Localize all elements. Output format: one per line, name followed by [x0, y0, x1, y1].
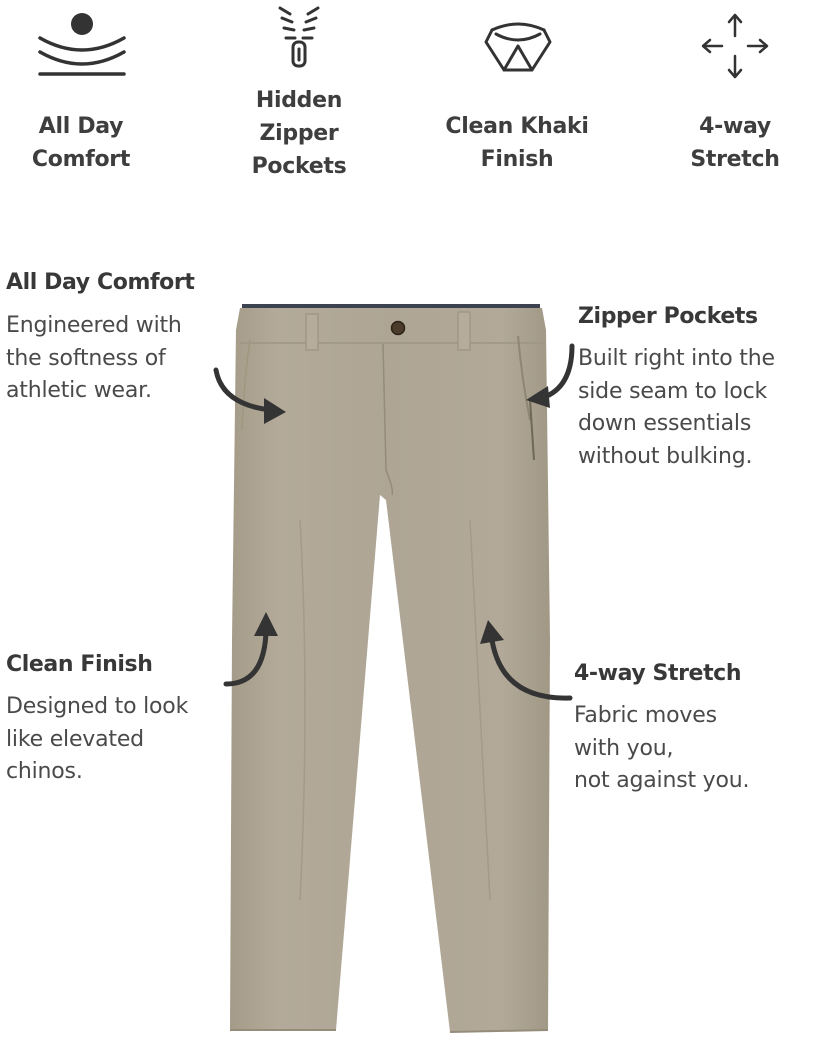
callout-title-finish: Clean Finish [6, 652, 153, 677]
finish-arrow-icon [220, 608, 286, 692]
feature-label-comfort: All Day Comfort [31, 114, 131, 172]
feature-label-khaki: Clean Khaki Finish [445, 114, 589, 172]
callout-title-comfort: All Day Comfort [6, 270, 195, 295]
callout-title-stretch: 4-way Stretch [574, 661, 742, 686]
feature-label-stretch: 4-way Stretch [690, 114, 780, 172]
callout-text-pockets: Built right into the side seam to lock down essentials without bulking. [578, 346, 775, 469]
callout-text-finish: Designed to look like elevated chinos. [6, 694, 189, 784]
callout-text-stretch: Fabric moves with you, not against you. [574, 703, 750, 793]
feature-label-zipper: Hidden Zipper Pockets [251, 88, 347, 179]
callout-text-comfort: Engineered with the softness of athletic wear. [6, 313, 182, 403]
pockets-arrow-icon [520, 342, 580, 412]
callout-title-pockets: Zipper Pockets [578, 304, 758, 329]
stretch-arrow-icon [474, 616, 574, 706]
comfort-arrow-icon [208, 364, 294, 430]
